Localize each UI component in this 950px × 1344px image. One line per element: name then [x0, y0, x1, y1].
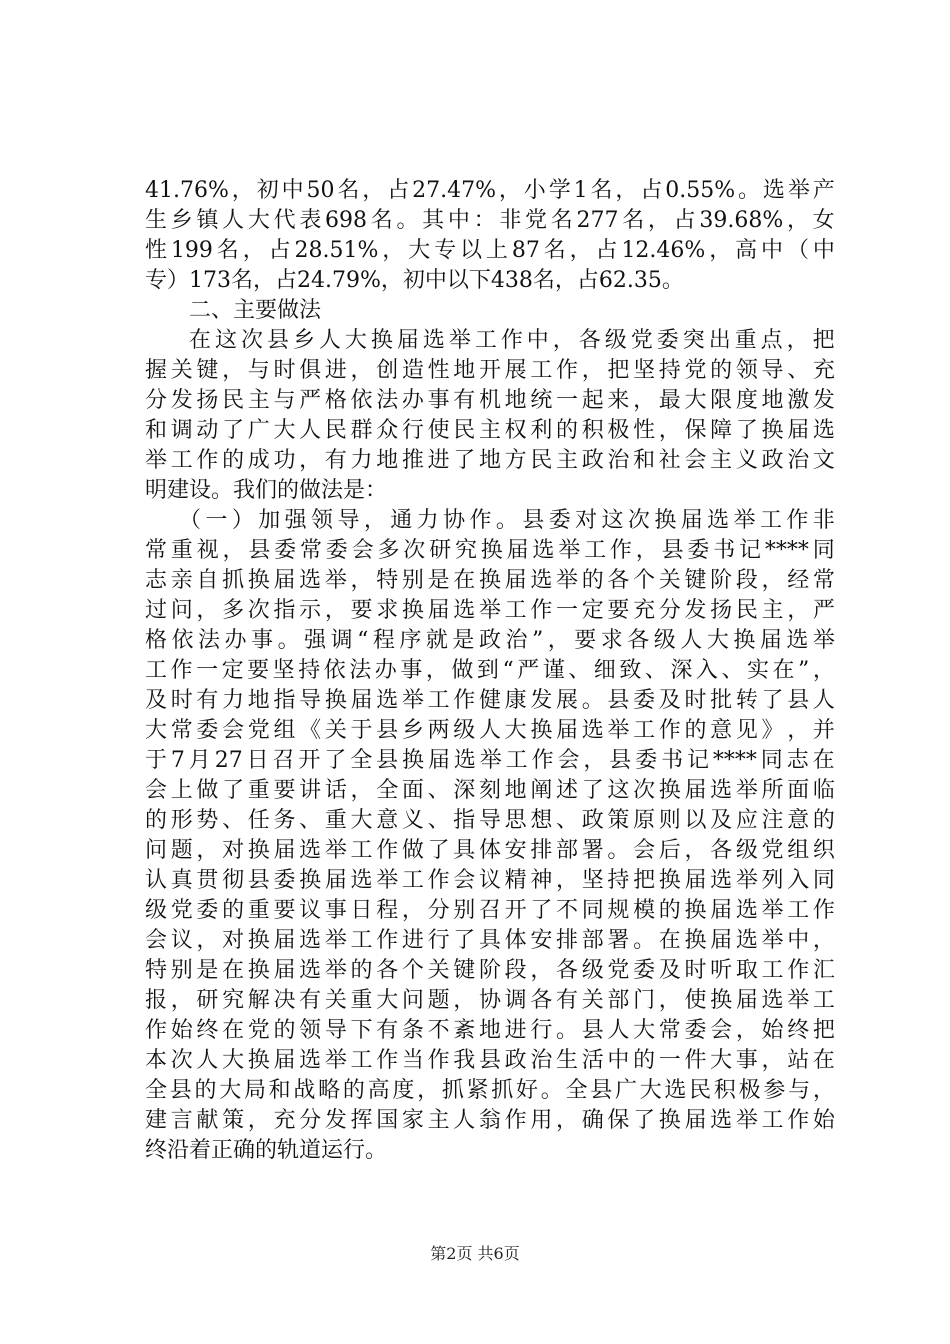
text-line: 握 关 键 ， 与 时 俱 进 ， 创 造 性 地 开 展 工 作 ， 把 坚 持 党 的 领 导 、 充 — [145, 358, 835, 383]
text-line: 常 重 视 ， 县 委 常 委 会 多 次 研 究 换 届 选 举 工 作 ， 县 委 书 记 **** 同 — [145, 538, 835, 563]
text-line: 本 次 人 大 换 届 选 举 工 作 当 作 我 县 政 治 生 活 中 的 一 件 大 事 ， 站 在 — [145, 1048, 835, 1073]
text-line: 生 乡 镇 人 大 代 表 698 名 。 其 中 ： 非 党 名 277 名 ， 占 39.68% ， 女 — [145, 208, 835, 233]
text-line: 及 时 有 力 地 指 导 换 届 选 举 工 作 健 康 发 展 。 县 委 及 时 批 转 了 县 人 — [145, 688, 835, 713]
text-line: 特 别 是 在 换 届 选 举 的 各 个 关 键 阶 段 ， 各 级 党 委 及 时 听 取 工 作 汇 — [145, 958, 835, 983]
text-line: 报 ， 研 究 解 决 有 关 重 大 问 题 ， 协 调 各 有 关 部 门 ， 使 换 届 选 举 工 — [145, 988, 835, 1013]
text-line: 专）173名，占24.79%，初中以下438名，占62.35。 — [145, 268, 684, 293]
text-line: 会 议 ， 对 换 届 选 举 工 作 进 行 了 具 体 安 排 部 署 。 在 换 届 选 举 中 ， — [145, 928, 835, 953]
text-line: （ 一 ） 加 强 领 导 ， 通 力 协 作 。 县 委 对 这 次 换 届 选 举 工 作 非 — [179, 508, 835, 533]
text-line: 大 常 委 会 党 组 《 关 于 县 乡 两 级 人 大 换 届 选 举 工 作 的 意 见 》 ， 并 — [145, 718, 835, 743]
text-line: 性 199 名 ， 占 28.51% ， 大 专 以 上 87 名 ， 占 12.46% ， 高 中 （ 中 — [145, 238, 835, 263]
text-line: 作 始 终 在 党 的 领 导 下 有 条 不 紊 地 进 行 。 县 人 大 常 委 会 ， 始 终 把 — [145, 1018, 835, 1043]
text-line: 问 题 ， 对 换 届 选 举 工 作 做 了 具 体 安 排 部 署 。 会 后 ， 各 级 党 组 织 — [145, 838, 835, 863]
text-line: 二、主要做法 — [189, 298, 322, 323]
text-line: 建 言 献 策 ， 充 分 发 挥 国 家 主 人 翁 作 用 ， 确 保 了 换 届 选 举 工 作 始 — [145, 1108, 835, 1133]
text-line: 的 形 势 、 任 务 、 重 大 意 义 、 指 导 思 想 、 政 策 原 则 以 及 应 注 意 的 — [145, 808, 835, 833]
text-line: 41.76% ， 初 中 50 名 ， 占 27.47% ， 小 学 1 名 ， 占 0.55% 。 选 举 产 — [145, 178, 835, 203]
page-footer: 第2页 共6页 — [430, 1244, 520, 1263]
text-line: 明建设。我们的做法是： — [145, 478, 388, 503]
text-line: 会 上 做 了 重 要 讲 话 ， 全 面 、 深 刻 地 阐 述 了 这 次 换 届 选 举 所 面 临 — [145, 778, 835, 803]
text-line: 举 工 作 的 成 功 ， 有 力 地 推 进 了 地 方 民 主 政 治 和 社 会 主 义 政 治 文 — [145, 448, 835, 473]
text-line: 格 依 法 办 事 。 强 调 “ 程 序 就 是 政 治 ” ， 要 求 各 级 人 大 换 届 选 举 — [145, 628, 835, 653]
text-line: 志 亲 自 抓 换 届 选 举 ， 特 别 是 在 换 届 选 举 的 各 个 关 键 阶 段 ， 经 常 — [145, 568, 835, 593]
text-line: 过 问 ， 多 次 指 示 ， 要 求 换 届 选 举 工 作 一 定 要 充 分 发 扬 民 主 ， 严 — [145, 598, 835, 623]
document-body — [145, 176, 835, 1166]
text-line: 在 这 次 县 乡 人 大 换 届 选 举 工 作 中 ， 各 级 党 委 突 出 重 点 ， 把 — [189, 328, 835, 353]
text-line: 认 真 贯 彻 县 委 换 届 选 举 工 作 会 议 精 神 ， 坚 持 把 换 届 选 举 列 入 同 — [145, 868, 835, 893]
text-line: 分 发 扬 民 主 与 严 格 依 法 办 事 有 机 地 统 一 起 来 ， 最 大 限 度 地 激 发 — [145, 388, 835, 413]
text-line: 终沿着正确的轨道运行。 — [145, 1138, 388, 1163]
text-line: 于 7 月 27 日 召 开 了 全 县 换 届 选 举 工 作 会 ， 县 委 书 记 **** 同 志 在 — [145, 748, 835, 773]
text-line: 工 作 一 定 要 坚 持 依 法 办 事 ， 做 到 “ 严 谨 、 细 致 、 深 入 、 实 在 ” ， — [145, 658, 835, 683]
text-line: 和 调 动 了 广 大 人 民 群 众 行 使 民 主 权 利 的 积 极 性 ， 保 障 了 换 届 选 — [145, 418, 835, 443]
text-line: 全 县 的 大 局 和 战 略 的 高 度 ， 抓 紧 抓 好 。 全 县 广 大 选 民 积 极 参 与 ， — [145, 1078, 835, 1103]
text-line: 级 党 委 的 重 要 议 事 日 程 ， 分 别 召 开 了 不 同 规 模 的 换 届 选 举 工 作 — [145, 898, 835, 923]
